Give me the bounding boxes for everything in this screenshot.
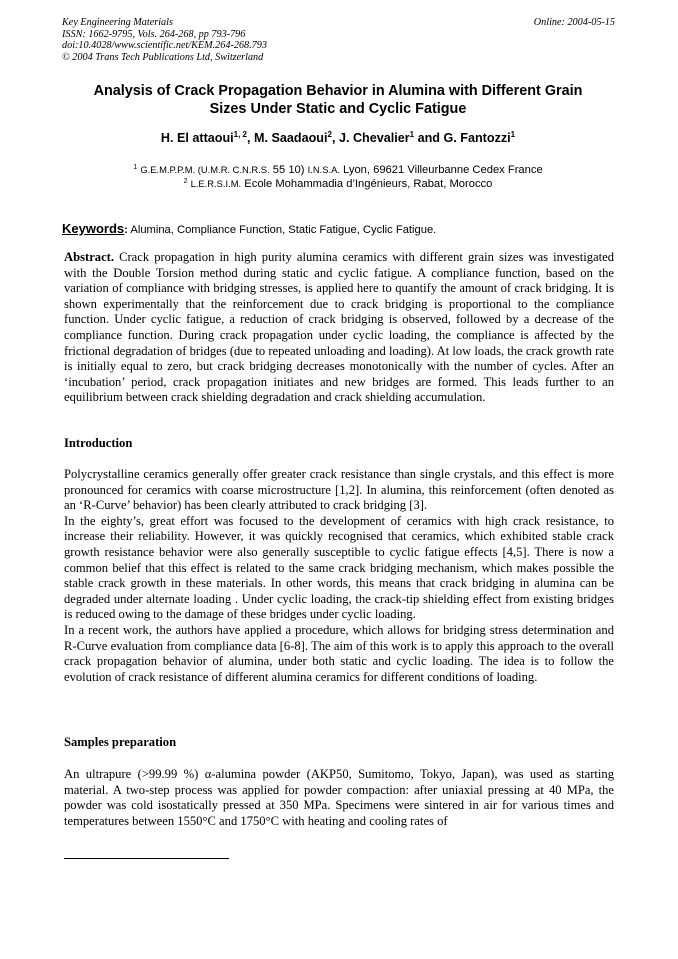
journal-header xyxy=(62,17,267,63)
online-date: Online: 2004-05-15 xyxy=(533,17,615,28)
author-affiliation-mark: 2 xyxy=(327,130,332,139)
paper-title xyxy=(62,82,614,118)
keywords-colon: : xyxy=(124,224,128,236)
author-name: H. El attaoui xyxy=(160,131,234,145)
affiliation-institute: I.N.S.A. xyxy=(307,164,340,175)
title-line-1: Analysis of Crack Propagation Behavior in Alumina with Different Grain xyxy=(93,83,583,99)
affiliation-address: Ecole Mohammadia d’Ingénieurs, Rabat, Morocco xyxy=(241,178,493,190)
author-name: G. Fantozzi xyxy=(443,131,511,145)
issn-line: ISSN: 1662-9795, Vols. 264-268, pp 793-796 xyxy=(62,28,246,40)
author-name: J. Chevalier xyxy=(338,131,410,145)
copyright-line: © 2004 Trans Tech Publications Ltd, Switzerland xyxy=(62,51,264,63)
keywords-text: Alumina, Compliance Function, Static Fatigue, Cyclic Fatigue. xyxy=(127,224,437,236)
affiliation-1 xyxy=(62,163,614,177)
journal-name: Key Engineering Materials xyxy=(62,17,173,28)
affiliation-unit: 55 10) xyxy=(269,164,308,176)
introduction-paragraph-2: In the eighty’s, great effort was focused to the development of ceramics with high crack resistance, to increase their reliability. However, it was quickly recognised that ceramics, which exhibited stable crack growth resistance behavior were also generally susceptible to cyclic fatigue effects [4,5]. There is now a common belief that this effect is related to the same crack bridging mechanism, which makes possible the stable crack growth in these materials. In other words, this means that crack bridging in alumina can be degraded under alternate loading . Under cyclic loading, the crack-tip shielding effect from existing bridges is reduced owing to the damage of these bridges under cyclic loading. xyxy=(64,513,614,622)
abstract-text: Crack propagation in high purity alumina ceramics with different grain sizes was investigated with the Double Torsion method during static and cyclic fatigue. A compliance function, based on the variation of compliance with bridging stresses, is applied here to quantify the amount of crack bridging. It is shown experimentally that the reinforcement due to crack bridging is proportional to the compliance function. Under cyclic fatigue, a reduction of crack bridging is observed, followed by a decrease of the compliance function. During crack propagation under cyclic loading, the compliance is affected by the frictional degradation of bridges (due to repeated unloading and loading). At low loads, the crack growth rate is initially equal to zero, but crack bridging decreases monotonically with the number of cycles. After an ‘incubation’ period, crack propagation initiates and new bridges are formed. This leads further to an equilibrium between crack shielding degradation and crack shielding accumulation. xyxy=(64,250,614,405)
affiliation-lab: L.E.R.S.I.M. xyxy=(190,178,242,189)
keywords-line xyxy=(62,221,614,238)
affiliation-lab: G.E.M.P.P.M. (U.M.R. C.N.R.S. xyxy=(140,164,270,175)
abstract-label: Abstract. xyxy=(64,250,115,264)
samples-paragraph-1: An ultrapure (>99.99 %) α-alumina powder (AKP50, Sumitomo, Tokyo, Japan), was used as starting material. A two-step process was applied for powder compaction: after uniaxial pressing at 40 MPa, the powder was cold isostatically pressed at 350 MPa. Specimens were sintered in air for various times and temperatures between 1550°C and 1750°C with heating and cooling rates of xyxy=(64,767,614,828)
introduction-paragraph-1: Polycrystalline ceramics generally offer greater crack resistance than single crystals, and this effect is more pronounced for ceramics with coarse microstructure [1,2]. In alumina, this reinforcement (often denoted as an ‘R-Curve’ behavior) has been clearly attributed to crack bridging [3]. xyxy=(64,467,614,513)
abstract-paragraph xyxy=(64,250,614,406)
samples-section xyxy=(64,767,614,829)
affiliation-number: 2 xyxy=(183,178,188,185)
abstract-section xyxy=(64,250,614,406)
footnote-rule xyxy=(64,858,229,859)
keywords-label: Keywords xyxy=(62,221,125,236)
affiliation-address: Lyon, 69621 Villeurbanne Cedex France xyxy=(339,164,543,176)
author-name: M. Saadaoui xyxy=(254,131,328,145)
affiliation-number: 1 xyxy=(133,164,138,171)
author-separator: , xyxy=(247,131,254,145)
author-separator: and xyxy=(414,131,444,145)
title-line-2: Sizes Under Static and Cyclic Fatigue xyxy=(209,101,467,117)
author-affiliation-mark: 1, 2 xyxy=(233,130,247,139)
affiliations xyxy=(62,163,614,191)
doi-line: doi:10.4028/www.scientific.net/KEM.264-268.793 xyxy=(62,40,267,51)
author-affiliation-mark: 1 xyxy=(409,130,415,139)
introduction-paragraph-3: In a recent work, the authors have applied a procedure, which allows for bridging stress determination and R-Curve evaluation from compliance data [6-8]. The aim of this work is to apply this approach to the overall crack propagation behavior of alumina, under both static and cyclic loading. The idea is to follow the evolution of crack resistance of different alumina ceramics for different conditions of loading. xyxy=(64,622,614,684)
author-affiliation-mark: 1 xyxy=(510,130,516,139)
affiliation-2 xyxy=(62,177,614,191)
introduction-section xyxy=(64,467,614,685)
author-list xyxy=(62,130,614,146)
samples-heading: Samples preparation xyxy=(64,735,177,749)
introduction-heading: Introduction xyxy=(64,436,133,450)
author-separator: , xyxy=(331,131,339,145)
